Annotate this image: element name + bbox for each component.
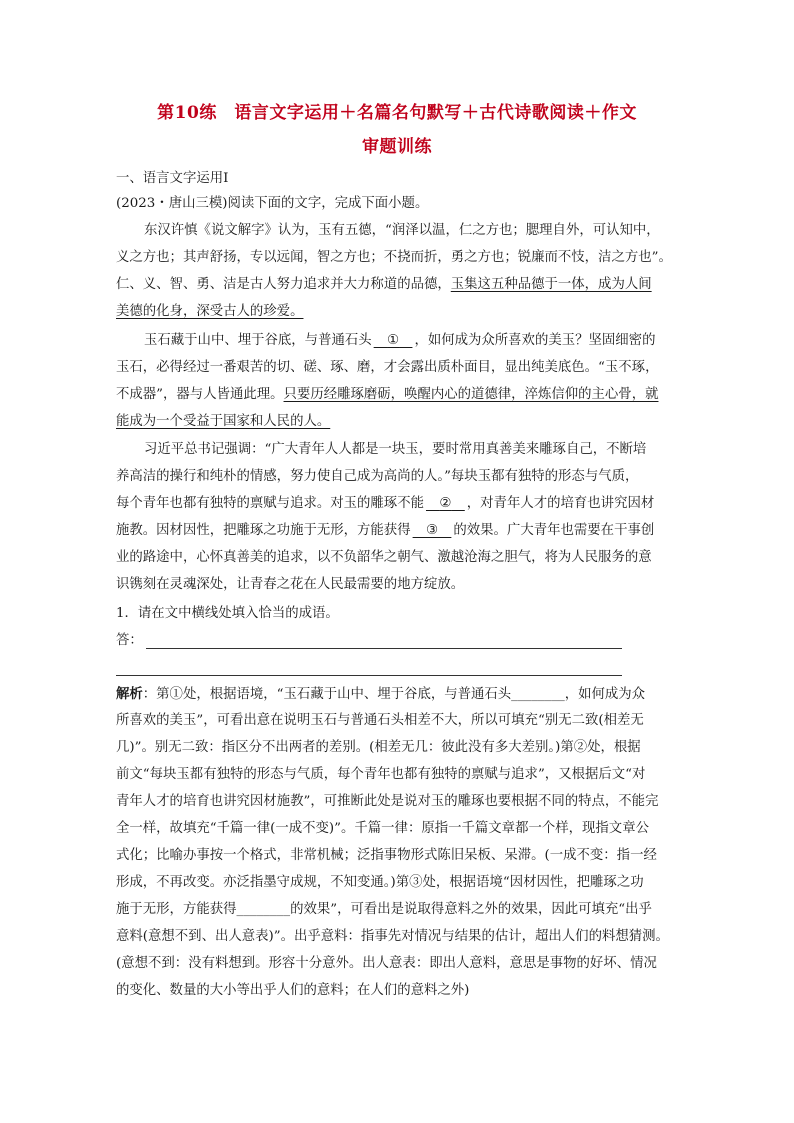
p3-line-6: 识镌刻在灵魂深处，让青春之花在人民最需要的地方绽放。 — [116, 577, 465, 592]
p3-line-1: 习近平总书记强调：“广大青年人人都是一块玉，要时常用真善美来雕琢自己，不断培 — [144, 442, 647, 457]
analysis-line-3: 几)”。别无二致：指区分不出两者的差别。(相差无几：彼此没有多大差别。)第②处，根据 — [116, 740, 641, 755]
blank-2-number: ② — [439, 496, 452, 511]
p3-line-4 — [116, 522, 678, 540]
p3-line-3-text-b: ，对青年人才的培育也讲究因材 — [466, 496, 655, 511]
p3-line-4-text-b: 的效果。广大青年也需要在干事创 — [453, 523, 655, 538]
p2-line-3 — [116, 386, 678, 404]
analysis-label: 解析 — [116, 686, 143, 702]
p3-line-4-text-a: 施教。因材因性，把雕琢之功施于无形，方能获得 — [116, 523, 411, 538]
blank-3 — [411, 523, 454, 538]
p1-line-4-wrap — [116, 303, 678, 321]
p1-line-1: 东汉许慎《说文解字》认为，玉有五德，“润泽以温，仁之方也；腮理自外，可认知中， — [144, 223, 660, 238]
analysis-line-6: 全一样，故填充“千篇一律(一成不变)”。千篇一律：原指一千篇文章都一个样，现指文章公 — [116, 821, 649, 836]
blank-2 — [424, 496, 467, 511]
analysis-line-1 — [116, 685, 678, 704]
analysis-line-1-text: ：第①处，根据语境，“玉石藏于山中、埋于谷底，与普通石头________，如何成为众 — [142, 687, 646, 702]
p2-line-2: 玉石，必得经过一番艰苦的切、磋、琢、磨，才会露出质朴面目，显出纯美底色。“玉不琢， — [116, 360, 659, 375]
p3-line-2: 养高洁的操行和纯朴的情感，努力使自己成为高尚的人。”每块玉都有独特的形态与气质， — [116, 469, 639, 484]
p3-line-3 — [116, 495, 678, 513]
title-line-2: 审题训练 — [362, 137, 432, 157]
p1-line-2: 义之方也；其声舒扬，专以远闻，智之方也；不挠而折，勇之方也；锐廉而不忮，洁之方也”。 — [116, 250, 672, 265]
answer-line-2[interactable] — [116, 675, 622, 676]
p2-line-1 — [144, 332, 678, 350]
p2-line-4-wrap — [116, 413, 678, 431]
answer-label: 答： — [116, 633, 143, 648]
p2-line-1-text-a: 玉石藏于山中、埋于谷底，与普通石头 — [144, 333, 372, 348]
analysis-line-10: 意料(意想不到、出人意表)”。出乎意料：指事先对情况与结果的估计，超出人们的料想猜测。 — [116, 929, 669, 944]
analysis-line-2: 所喜欢的美玉”，可看出意在说明玉石与普通石头相差不大，所以可填充“别无二致(相差无 — [116, 713, 644, 728]
p1-line-3 — [116, 276, 678, 294]
blank-1 — [372, 333, 415, 348]
blank-1-number: ① — [387, 333, 400, 348]
p3-line-5: 业的路途中，心怀真善美的追求，以不负韶华之朝气、激越沧海之胆气，将为人民服务的意 — [116, 550, 652, 565]
p1-line-4: 美德的化身，深受古人的珍爱。 — [116, 304, 304, 319]
p2-line-3-text: 不成器”，器与人皆通此理。 — [116, 387, 284, 402]
analysis-line-7: 式化；比喻办事按一个格式，非常机械；泛指事物形式陈旧呆板、呆滞。(一成不变：指一经 — [116, 848, 657, 863]
section-heading: 一、语言文字运用Ⅰ — [116, 171, 229, 186]
question-1: 1．请在文中横线处填入恰当的成语。 — [116, 606, 339, 621]
p3-line-3-text-a: 每个青年也都有独特的禀赋与追求。对玉的雕琢不能 — [116, 496, 424, 511]
p2-line-1-text-b: ，如何成为众所喜欢的美玉？坚固细密的 — [414, 333, 656, 348]
answer-line-1[interactable] — [146, 648, 622, 649]
analysis-line-8: 形成，不再改变。亦泛指墨守成规，不知变通。)第③处，根据语境“因材因性，把雕琢之功 — [116, 875, 644, 890]
blank-3-number: ③ — [425, 523, 438, 538]
title-line-1: 第10练 语言文字运用＋名篇名句默写＋古代诗歌阅读＋作文 — [157, 103, 637, 123]
analysis-line-5: 青年人才的培育也讲究因材施教”，可推断此处是说对玉的雕琢也要根据不同的特点，不能完 — [116, 794, 659, 809]
p2-line-4: 能成为一个受益于国家和人民的人。 — [116, 414, 331, 429]
p2-underlined-sentence: 只要历经雕琢磨砺，唤醒内心的道德律，淬炼信仰的主心骨，就 — [283, 387, 659, 402]
p1-line-3-text: 仁、义、智、勇、洁是古人努力追求并大力称道的品德， — [116, 277, 451, 292]
analysis-line-9: 施于无形，方能获得________的效果”，可看出是说取得意料之外的效果，因此可填充“出乎 — [116, 902, 652, 917]
analysis-line-12: 的变化、数量的大小等出乎人们的意料；在人们的意料之外) — [116, 983, 470, 998]
p1-underlined-sentence: 玉集这五种品德于一体，成为人间 — [450, 277, 652, 292]
analysis-line-4: 前文“每块玉都有独特的形态与气质，每个青年也都有独特的禀赋与追求”，又根据后文“对 — [116, 767, 646, 782]
analysis-line-11: (意想不到：没有料想到。形容十分意外。出人意表：即出人意料，意思是事物的好坏、情况 — [116, 956, 657, 971]
section-intro: (2023・唐山三模)阅读下面的文字，完成下面小题。 — [116, 196, 429, 211]
